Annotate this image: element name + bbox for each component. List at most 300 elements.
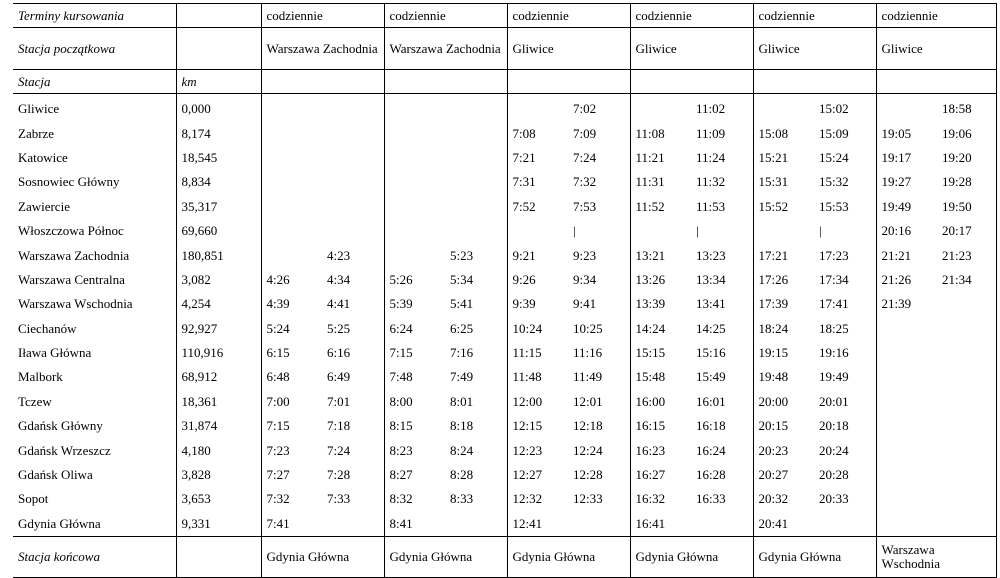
- arrival-time: 20:00: [758, 393, 789, 409]
- train-2-end: Gdynia Główna: [384, 537, 507, 578]
- departure-time: [937, 463, 996, 487]
- arrival-time: 19:27: [881, 174, 912, 190]
- arrival-time: 13:26: [635, 271, 666, 287]
- station-row: [13, 365, 996, 389]
- end-row: [13, 537, 996, 578]
- departure-time: 16:18: [691, 414, 753, 438]
- station-name: Gdynia Główna: [13, 512, 176, 537]
- station-km: 31,874: [176, 414, 261, 438]
- departure-time: [322, 512, 384, 537]
- arrival-time: 15:21: [758, 149, 789, 165]
- arrival-time: 7:23: [266, 442, 290, 458]
- timetable: [13, 3, 997, 578]
- station-name: Malbork: [18, 369, 63, 385]
- departure-time: 5:23: [445, 243, 507, 267]
- start-header: Stacja początkowa: [13, 28, 176, 70]
- arrival-time: 9:21: [512, 247, 536, 263]
- departure-time: 16:24: [691, 438, 753, 462]
- arrival-time: 7:41: [261, 512, 322, 537]
- arrival-time: [876, 438, 937, 462]
- train-4-start: Gliwice: [630, 28, 753, 70]
- arrival-time: 11:15: [512, 345, 542, 361]
- arrival-time: 21:26: [881, 271, 912, 287]
- arrival-time: [876, 463, 937, 487]
- arrival-time: 16:15: [635, 418, 666, 434]
- arrival-time: 12:27: [512, 467, 543, 483]
- departure-time: 16:01: [691, 390, 753, 414]
- station-row: [13, 414, 996, 438]
- departure-time: 7:49: [445, 365, 507, 389]
- train-1-blank: [261, 70, 384, 94]
- station-row: [13, 487, 996, 511]
- train-6-end: Warszawa Wschodnia: [876, 537, 996, 578]
- station-row: [13, 317, 996, 341]
- station-name: Gdańsk Oliwa: [18, 467, 93, 483]
- station-name: Gdańsk Wrzeszcz: [18, 442, 111, 458]
- departure-time: 12:24: [568, 438, 630, 462]
- arrival-time: 19:17: [881, 149, 912, 165]
- arrival-time: 20:16: [881, 223, 912, 239]
- departure-time: 20:17: [937, 219, 996, 243]
- station-km: 4,254: [176, 292, 261, 316]
- departure-time: 13:41: [691, 292, 753, 316]
- arrival-time: 20:41: [753, 512, 814, 537]
- departure-time: [937, 512, 996, 537]
- departure-time: 15:24: [814, 146, 876, 170]
- arrival-time: [876, 390, 937, 414]
- departure-time: [937, 365, 996, 389]
- arrival-time: 4:39: [266, 296, 290, 312]
- arrival-time: [876, 414, 937, 438]
- arrival-time: 5:24: [266, 320, 290, 336]
- train-1-start: Warszawa Zachodnia: [261, 28, 384, 70]
- departure-time: 8:01: [445, 390, 507, 414]
- departure-time: |: [568, 219, 630, 243]
- arrival-time: 20:32: [758, 491, 789, 507]
- station-name: Warszawa Wschodnia: [18, 296, 133, 312]
- arrival-time: 19:15: [758, 345, 789, 361]
- departure-time: 6:16: [322, 341, 384, 365]
- station-row: [13, 219, 996, 243]
- station-row: [13, 390, 996, 414]
- arrival-time: 18:24: [758, 320, 789, 336]
- station-row: [13, 341, 996, 365]
- arrival-time: [261, 146, 322, 170]
- station-km: 18,545: [176, 146, 261, 170]
- station-km: 68,912: [176, 365, 261, 389]
- arrival-time: 8:23: [389, 442, 413, 458]
- departure-time: 13:34: [691, 268, 753, 292]
- arrival-time: [384, 243, 445, 267]
- departure-time: 10:25: [568, 317, 630, 341]
- departure-time: [445, 121, 507, 145]
- arrival-time: 9:39: [512, 296, 536, 312]
- arrival-time: [507, 94, 568, 122]
- arrival-time: 7:08: [512, 125, 536, 141]
- station-name: Warszawa Centralna: [18, 271, 125, 287]
- departure-time: 20:28: [814, 463, 876, 487]
- arrival-time: 14:24: [635, 320, 666, 336]
- departure-time: 8:24: [445, 438, 507, 462]
- km-header: km: [176, 70, 261, 94]
- departure-time: 15:09: [814, 121, 876, 145]
- station-row: [13, 243, 996, 267]
- departure-time: 15:53: [814, 195, 876, 219]
- departure-time: 11:24: [691, 146, 753, 170]
- departure-time: 20:33: [814, 487, 876, 511]
- arrival-time: [876, 512, 937, 537]
- arrival-time: 21:39: [881, 296, 912, 312]
- departure-time: [937, 292, 996, 316]
- arrival-time: 16:41: [630, 512, 691, 537]
- departure-time: 15:32: [814, 170, 876, 194]
- arrival-time: 11:21: [635, 149, 665, 165]
- station-row: [13, 121, 996, 145]
- station-name: Warszawa Zachodnia: [18, 247, 130, 263]
- departure-time: 11:53: [691, 195, 753, 219]
- station-km: 0,000: [176, 94, 261, 122]
- departure-time: [322, 170, 384, 194]
- arrival-time: 7:27: [266, 467, 290, 483]
- departure-time: [322, 146, 384, 170]
- arrival-time: 5:39: [389, 296, 413, 312]
- arrival-time: 20:23: [758, 442, 789, 458]
- station-row: [13, 512, 996, 537]
- train-6-days: codziennie: [876, 4, 996, 28]
- arrival-time: 19:49: [881, 198, 912, 214]
- departure-time: 21:23: [937, 243, 996, 267]
- arrival-time: 13:39: [635, 296, 666, 312]
- departure-time: [937, 317, 996, 341]
- train-3-blank: [507, 70, 630, 94]
- departure-time: 11:02: [691, 94, 753, 122]
- departure-time: 12:01: [568, 390, 630, 414]
- departure-time: 20:01: [814, 390, 876, 414]
- arrival-time: 20:15: [758, 418, 789, 434]
- departure-time: 11:32: [691, 170, 753, 194]
- end-header: Stacja końcowa: [13, 537, 176, 578]
- train-5-days: codziennie: [753, 4, 876, 28]
- departure-time: 11:09: [691, 121, 753, 145]
- arrival-time: 8:15: [389, 418, 413, 434]
- arrival-time: 12:41: [507, 512, 568, 537]
- arrival-time: [384, 146, 445, 170]
- departure-time: 8:28: [445, 463, 507, 487]
- departure-time: [445, 195, 507, 219]
- station-km: 3,653: [176, 487, 261, 511]
- departure-time: 7:33: [322, 487, 384, 511]
- station-name: Iława Główna: [18, 345, 92, 361]
- train-2-start: Warszawa Zachodnia: [384, 28, 507, 70]
- arrival-time: [261, 243, 322, 267]
- arrival-time: 7:15: [389, 345, 413, 361]
- departure-time: [445, 170, 507, 194]
- arrival-time: 20:27: [758, 467, 789, 483]
- train-4-end: Gdynia Główna: [630, 537, 753, 578]
- arrival-time: 5:26: [389, 271, 413, 287]
- departure-time: 7:32: [568, 170, 630, 194]
- departure-time: 17:34: [814, 268, 876, 292]
- departure-time: 6:49: [322, 365, 384, 389]
- station-header: Stacja: [13, 70, 176, 94]
- arrival-time: 7:32: [266, 491, 290, 507]
- departure-time: 7:16: [445, 341, 507, 365]
- arrival-time: [384, 219, 445, 243]
- train-3-end: Gdynia Główna: [507, 537, 630, 578]
- arrival-time: [507, 219, 568, 243]
- arrival-time: [876, 341, 937, 365]
- station-km: 35,317: [176, 195, 261, 219]
- departure-time: 18:25: [814, 317, 876, 341]
- arrival-time: [261, 219, 322, 243]
- arrival-time: 11:48: [512, 369, 542, 385]
- arrival-time: 15:52: [758, 198, 789, 214]
- arrival-time: 8:00: [389, 393, 413, 409]
- departure-time: 4:23: [322, 243, 384, 267]
- arrival-time: 8:32: [389, 491, 413, 507]
- departure-time: 12:33: [568, 487, 630, 511]
- station-row: [13, 438, 996, 462]
- station-km: 18,361: [176, 390, 261, 414]
- departure-time: 11:16: [568, 341, 630, 365]
- start-row: [13, 28, 996, 70]
- departure-time: 7:02: [568, 94, 630, 122]
- arrival-time: [876, 365, 937, 389]
- departure-time: 19:50: [937, 195, 996, 219]
- arrival-time: 12:32: [512, 491, 543, 507]
- station-name: Zabrze: [18, 125, 55, 141]
- departure-time: 4:41: [322, 292, 384, 316]
- arrival-time: 21:21: [881, 247, 912, 263]
- arrival-time: 7:21: [512, 149, 536, 165]
- arrival-time: 15:15: [635, 345, 666, 361]
- arrival-time: [384, 121, 445, 145]
- train-2-blank: [384, 70, 507, 94]
- departure-time: 9:34: [568, 268, 630, 292]
- station-km: 92,927: [176, 317, 261, 341]
- arrival-time: 7:52: [512, 198, 536, 214]
- station-km: 110,916: [176, 341, 261, 365]
- departure-time: [445, 512, 507, 537]
- station-name: Tczew: [18, 393, 52, 409]
- station-name: Gdańsk Główny: [18, 418, 103, 434]
- departure-time: |: [691, 219, 753, 243]
- arrival-time: 6:15: [266, 345, 290, 361]
- station-km: 3,828: [176, 463, 261, 487]
- train-1-end: Gdynia Główna: [261, 537, 384, 578]
- departure-time: 21:34: [937, 268, 996, 292]
- days-km-cell: [176, 4, 261, 28]
- arrival-time: [630, 219, 691, 243]
- departure-time: 7:24: [568, 146, 630, 170]
- station-km: 69,660: [176, 219, 261, 243]
- train-4-blank: [630, 70, 753, 94]
- departure-time: 19:16: [814, 341, 876, 365]
- departure-time: [937, 390, 996, 414]
- departure-time: [322, 195, 384, 219]
- departure-time: 16:28: [691, 463, 753, 487]
- station-row: [13, 195, 996, 219]
- departure-time: 7:28: [322, 463, 384, 487]
- station-name: Włoszczowa Północ: [18, 223, 124, 239]
- train-4-days: codziennie: [630, 4, 753, 28]
- arrival-time: [261, 195, 322, 219]
- arrival-time: 11:08: [635, 125, 665, 141]
- train-1-days: codziennie: [261, 4, 384, 28]
- departure-time: 8:18: [445, 414, 507, 438]
- station-row: [13, 268, 996, 292]
- departure-time: 9:41: [568, 292, 630, 316]
- train-6-start: Gliwice: [876, 28, 996, 70]
- station-name: Zawiercie: [18, 198, 70, 214]
- start-km-cell: [176, 28, 261, 70]
- arrival-time: 4:26: [266, 271, 290, 287]
- arrival-time: [753, 94, 814, 122]
- arrival-time: 7:31: [512, 174, 536, 190]
- departure-time: [445, 94, 507, 122]
- station-name: Sopot: [18, 491, 49, 507]
- arrival-time: 15:08: [758, 125, 789, 141]
- station-name: Gliwice: [18, 101, 60, 117]
- end-km-cell: [176, 537, 261, 578]
- departure-time: 7:53: [568, 195, 630, 219]
- departure-time: 12:18: [568, 414, 630, 438]
- departure-time: 20:24: [814, 438, 876, 462]
- departure-time: 5:41: [445, 292, 507, 316]
- arrival-time: 9:26: [512, 271, 536, 287]
- station-name: Katowice: [18, 149, 68, 165]
- departure-time: 6:25: [445, 317, 507, 341]
- station-row: [13, 463, 996, 487]
- departure-time: 4:34: [322, 268, 384, 292]
- station-km: 9,331: [176, 512, 261, 537]
- train-5-blank: [753, 70, 876, 94]
- departure-time: 17:41: [814, 292, 876, 316]
- train-5-start: Gliwice: [753, 28, 876, 70]
- arrival-time: 17:26: [758, 271, 789, 287]
- departure-time: 7:24: [322, 438, 384, 462]
- arrival-time: 8:27: [389, 467, 413, 483]
- departure-time: 7:01: [322, 390, 384, 414]
- departure-time: 17:23: [814, 243, 876, 267]
- station-row: [13, 292, 996, 316]
- departure-time: |: [814, 219, 876, 243]
- departure-time: [322, 219, 384, 243]
- arrival-time: 7:48: [389, 369, 413, 385]
- train-6-blank: [876, 70, 996, 94]
- station-km: 180,851: [176, 243, 261, 267]
- arrival-time: 11:52: [635, 198, 665, 214]
- station-km: 8,834: [176, 170, 261, 194]
- departure-time: [445, 146, 507, 170]
- departure-time: 15:02: [814, 94, 876, 122]
- station-km: 8,174: [176, 121, 261, 145]
- arrival-time: [876, 487, 937, 511]
- arrival-time: 17:39: [758, 296, 789, 312]
- departure-time: [568, 512, 630, 537]
- days-row: [13, 4, 996, 28]
- station-row: [13, 146, 996, 170]
- departure-time: 12:28: [568, 463, 630, 487]
- arrival-time: [261, 170, 322, 194]
- station-row: [13, 94, 996, 122]
- departure-time: [322, 121, 384, 145]
- arrival-time: 10:24: [512, 320, 543, 336]
- arrival-time: 16:00: [635, 393, 666, 409]
- departure-time: 16:33: [691, 487, 753, 511]
- arrival-time: 19:48: [758, 369, 789, 385]
- departure-time: 15:49: [691, 365, 753, 389]
- station-km: 3,082: [176, 268, 261, 292]
- arrival-time: 11:31: [635, 174, 665, 190]
- departure-time: 11:49: [568, 365, 630, 389]
- arrival-time: 15:48: [635, 369, 666, 385]
- departure-time: 15:16: [691, 341, 753, 365]
- departure-time: [937, 341, 996, 365]
- departure-time: [445, 219, 507, 243]
- arrival-time: 8:41: [384, 512, 445, 537]
- station-name: Sosnowiec Główny: [18, 174, 120, 190]
- arrival-time: 12:00: [512, 393, 543, 409]
- departure-time: 19:49: [814, 365, 876, 389]
- arrival-time: [384, 94, 445, 122]
- departure-time: 7:09: [568, 121, 630, 145]
- departure-time: 19:20: [937, 146, 996, 170]
- arrival-time: [630, 94, 691, 122]
- train-2-days: codziennie: [384, 4, 507, 28]
- departure-time: 5:25: [322, 317, 384, 341]
- departure-time: [937, 414, 996, 438]
- departure-time: 20:18: [814, 414, 876, 438]
- arrival-time: [261, 94, 322, 122]
- departure-time: 19:06: [937, 121, 996, 145]
- departure-time: [322, 94, 384, 122]
- departure-time: [937, 487, 996, 511]
- station-header-row: [13, 70, 996, 94]
- train-3-days: codziennie: [507, 4, 630, 28]
- departure-time: [814, 512, 876, 537]
- arrival-time: 16:27: [635, 467, 666, 483]
- arrival-time: [384, 170, 445, 194]
- days-header: Terminy kursowania: [13, 4, 176, 28]
- departure-time: 14:25: [691, 317, 753, 341]
- arrival-time: 15:31: [758, 174, 789, 190]
- arrival-time: 6:24: [389, 320, 413, 336]
- arrival-time: [384, 195, 445, 219]
- arrival-time: 6:48: [266, 369, 290, 385]
- arrival-time: 16:32: [635, 491, 666, 507]
- arrival-time: 17:21: [758, 247, 789, 263]
- departure-time: [691, 512, 753, 537]
- arrival-time: [753, 219, 814, 243]
- station-name: Ciechanów: [18, 320, 77, 336]
- departure-time: 19:28: [937, 170, 996, 194]
- arrival-time: 13:21: [635, 247, 666, 263]
- station-km: 4,180: [176, 438, 261, 462]
- departure-time: 7:18: [322, 414, 384, 438]
- arrival-time: 12:23: [512, 442, 543, 458]
- train-3-start: Gliwice: [507, 28, 630, 70]
- departure-time: 13:23: [691, 243, 753, 267]
- departure-time: 5:34: [445, 268, 507, 292]
- departure-time: 18:58: [937, 94, 996, 122]
- departure-time: 9:23: [568, 243, 630, 267]
- arrival-time: 7:15: [266, 418, 290, 434]
- arrival-time: 19:05: [881, 125, 912, 141]
- arrival-time: 12:15: [512, 418, 543, 434]
- train-5-end: Gdynia Główna: [753, 537, 876, 578]
- departure-time: [937, 438, 996, 462]
